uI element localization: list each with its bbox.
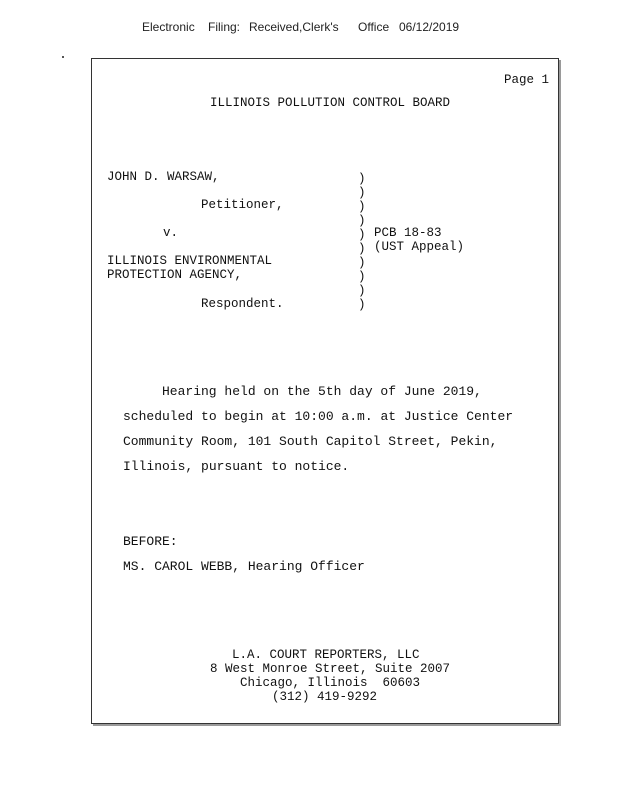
caption-parentheses bbox=[358, 172, 366, 312]
hearing-officer: MS. CAROL WEBB, Hearing Officer bbox=[123, 559, 365, 574]
paren: ) bbox=[358, 172, 366, 186]
paren: ) bbox=[358, 186, 366, 200]
petitioner-role: Petitioner, bbox=[201, 198, 284, 212]
paren: ) bbox=[358, 284, 366, 298]
petitioner-name: JOHN D. WARSAW, bbox=[107, 170, 220, 184]
paren: ) bbox=[358, 270, 366, 284]
paren: ) bbox=[358, 242, 366, 256]
header-received: Received,Clerk's bbox=[249, 20, 339, 34]
case-type: (UST Appeal) bbox=[374, 240, 465, 254]
reporter-city: Chicago, Illinois 60603 bbox=[240, 676, 421, 690]
paren: ) bbox=[358, 214, 366, 228]
versus: v. bbox=[163, 226, 179, 240]
hearing-line-4: Illinois, pursuant to notice. bbox=[123, 459, 350, 474]
scan-speck bbox=[62, 56, 64, 58]
hearing-line-2: scheduled to begin at 10:00 a.m. at Justice Center bbox=[123, 409, 514, 424]
hearing-line-1: Hearing held on the 5th day of June 2019, bbox=[162, 384, 482, 399]
header-electronic: Electronic bbox=[142, 20, 195, 34]
respondent-line-2: PROTECTION AGENCY, bbox=[107, 268, 243, 282]
case-number: PCB 18-83 bbox=[374, 226, 442, 240]
paren: ) bbox=[358, 256, 366, 270]
header-date: 06/12/2019 bbox=[399, 20, 460, 34]
header-filing: Filing: bbox=[208, 20, 241, 34]
paren: ) bbox=[358, 298, 366, 312]
board-title: ILLINOIS POLLUTION CONTROL BOARD bbox=[210, 96, 451, 110]
respondent-role: Respondent. bbox=[201, 297, 284, 311]
hearing-line-3: Community Room, 101 South Capitol Street, Pekin, bbox=[123, 434, 498, 449]
before-label: BEFORE: bbox=[123, 534, 178, 549]
header-office: Office bbox=[358, 20, 390, 34]
page-number: Page 1 bbox=[504, 73, 550, 87]
reporter-phone: (312) 419-9292 bbox=[272, 690, 378, 704]
paren: ) bbox=[358, 200, 366, 214]
paren: ) bbox=[358, 228, 366, 242]
transcript-page bbox=[91, 58, 559, 724]
respondent-line-1: ILLINOIS ENVIRONMENTAL bbox=[107, 254, 273, 268]
reporter-address: 8 West Monroe Street, Suite 2007 bbox=[210, 662, 451, 676]
reporter-name: L.A. COURT REPORTERS, LLC bbox=[232, 648, 420, 662]
